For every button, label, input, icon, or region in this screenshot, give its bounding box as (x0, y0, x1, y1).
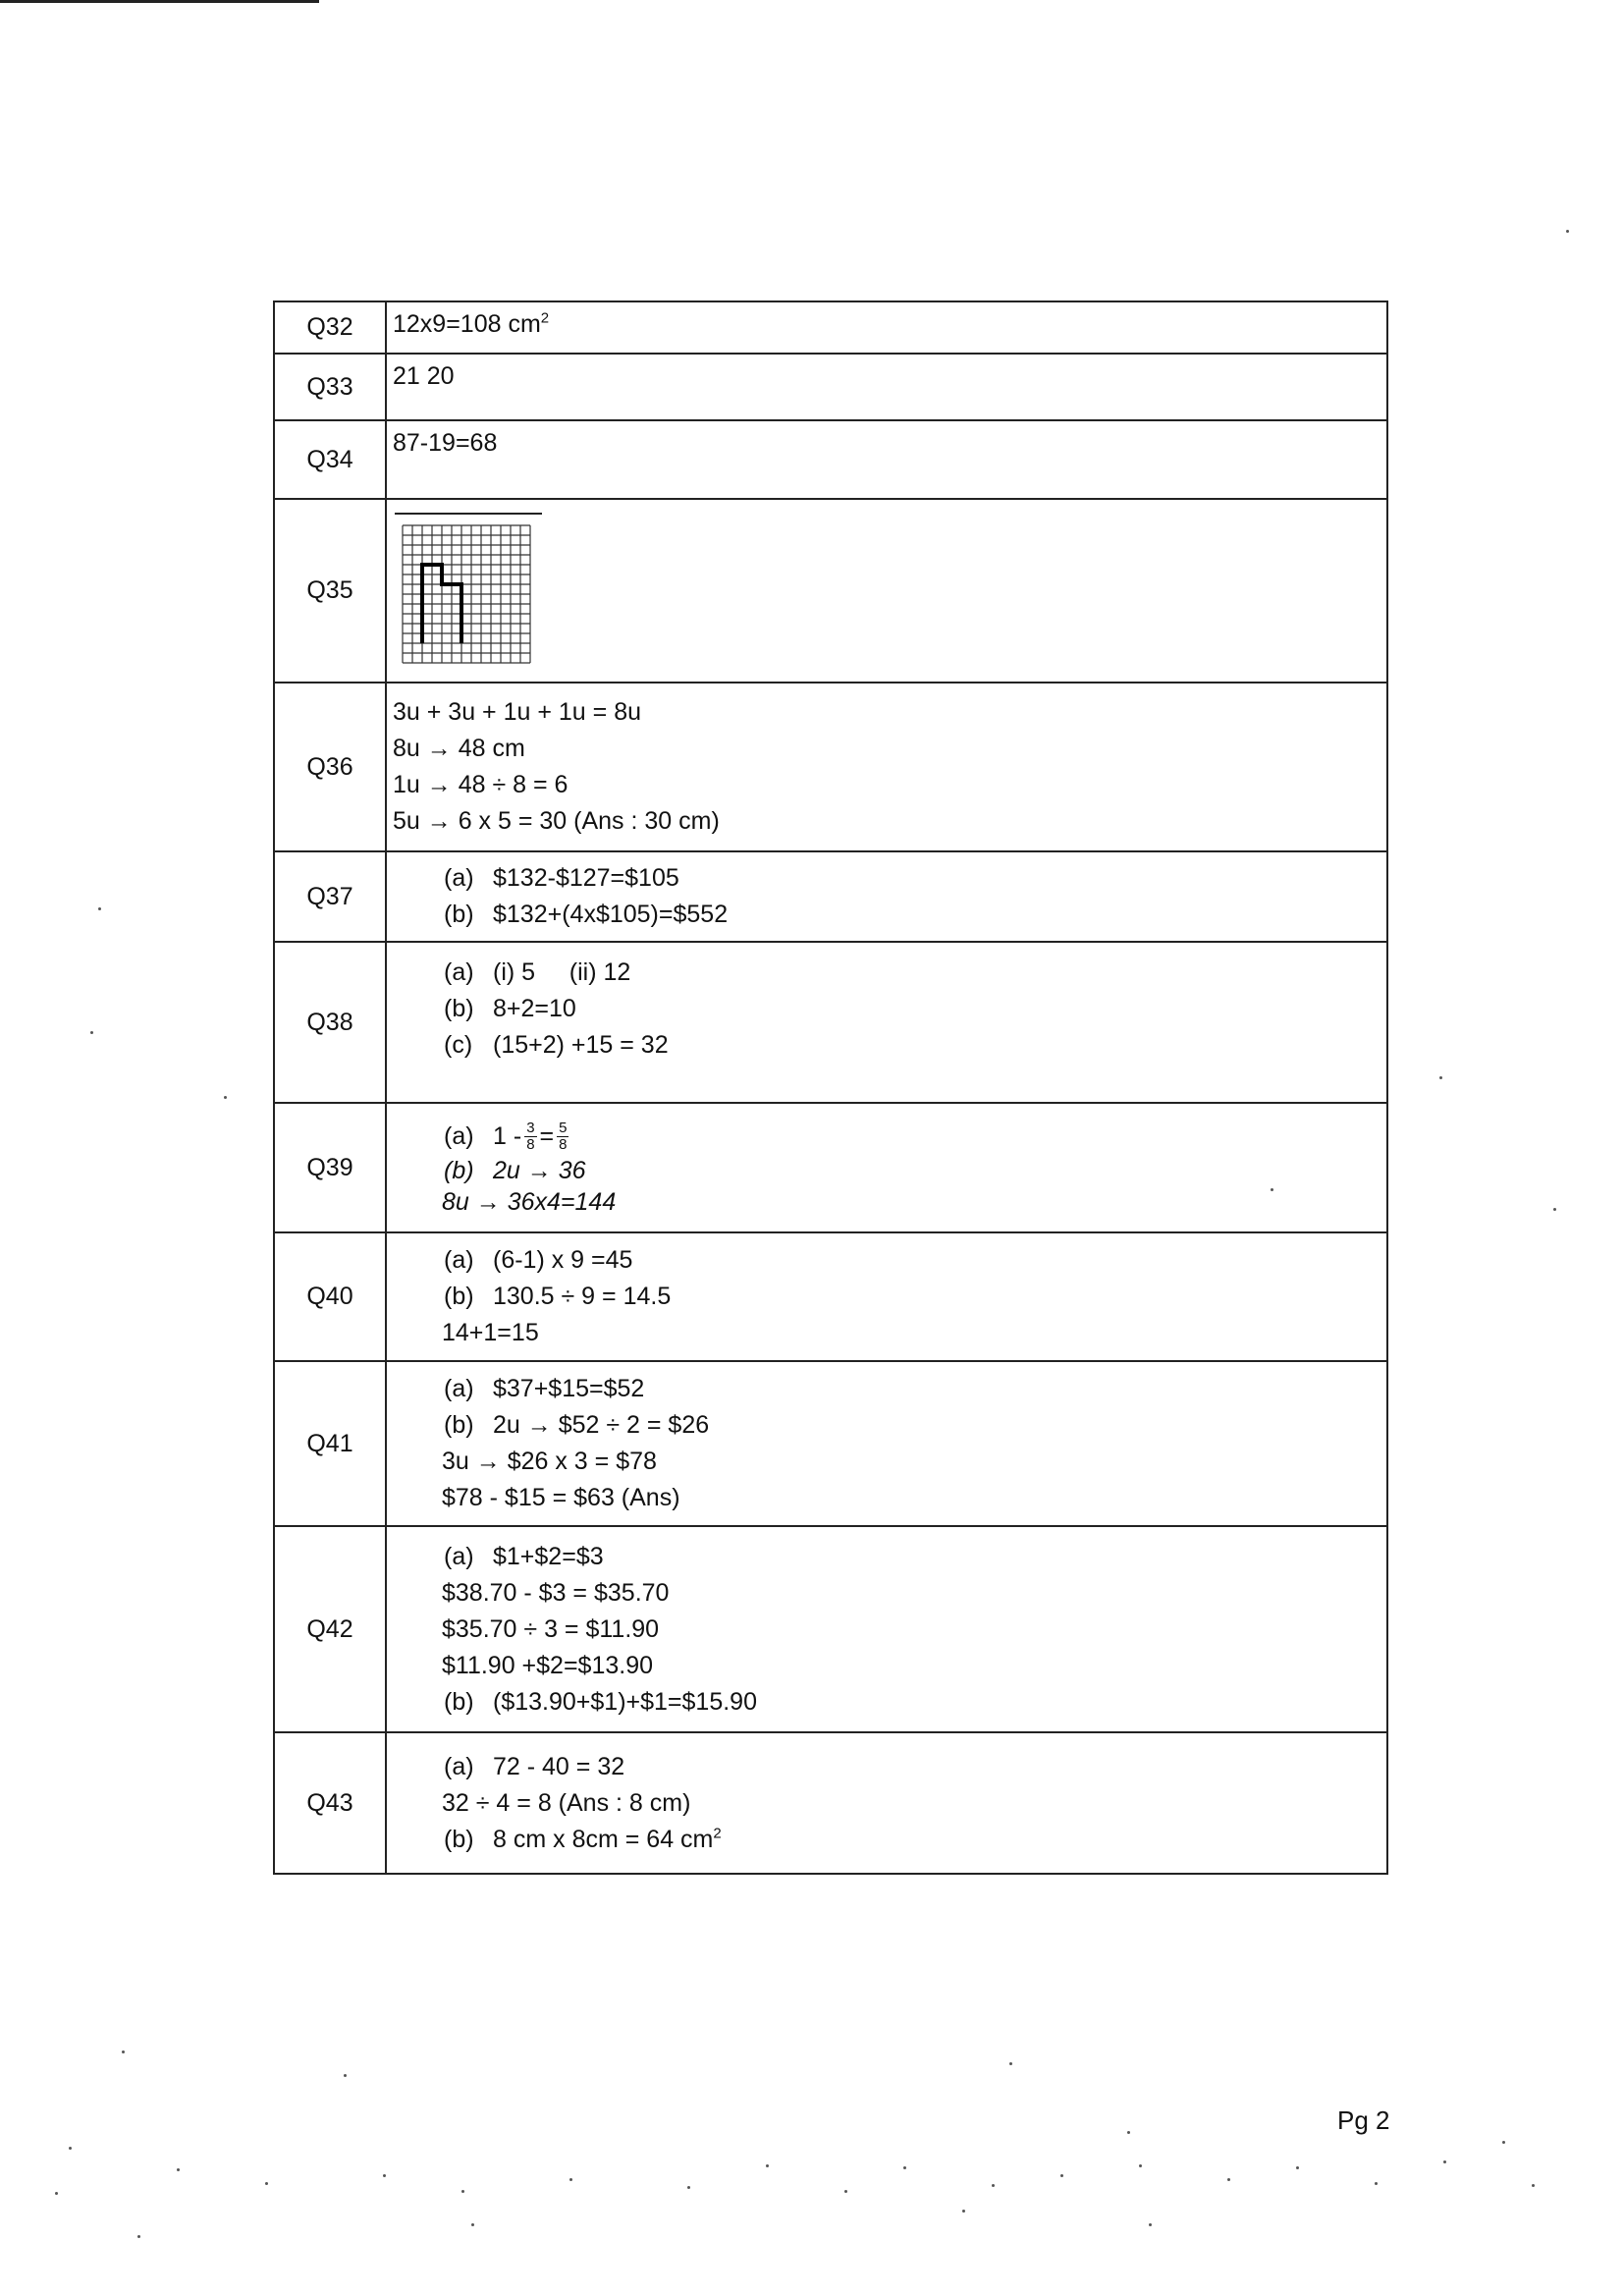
answer-line: 14+1=15 (442, 1319, 539, 1346)
grid-figure (393, 510, 550, 667)
question-number: Q41 (274, 1361, 386, 1526)
top-rule (0, 0, 319, 3)
answer-row-q34 (274, 420, 1387, 499)
answer-line: (a) (i) 5 (ii) 12 (444, 958, 631, 986)
answer-row-q41 (274, 1361, 1387, 1526)
question-number: Q35 (274, 499, 386, 683)
question-number: Q39 (274, 1103, 386, 1232)
answer-line: 3u → $26 x 3 = $78 (442, 1448, 657, 1475)
answer-cell (386, 420, 1387, 499)
answer-line: 3u + 3u + 1u + 1u = 8u (393, 698, 642, 726)
answer-line: $78 - $15 = $63 (Ans) (442, 1484, 680, 1511)
answer-row-q36 (274, 683, 1387, 851)
answer-row-q33 (274, 354, 1387, 420)
question-number: Q36 (274, 683, 386, 851)
answer-line: $35.70 ÷ 3 = $11.90 (442, 1614, 660, 1643)
question-number: Q40 (274, 1232, 386, 1361)
answer-line: (a) $37+$15=$52 (444, 1375, 645, 1402)
answer-line: 87-19=68 (393, 429, 498, 457)
answer-cell (386, 942, 1387, 1103)
question-number: Q33 (274, 354, 386, 420)
answer-line: (b) 8+2=10 (444, 995, 576, 1022)
answer-line: (a) (6-1) x 9 =45 (444, 1246, 633, 1274)
answer-line: (b) 8 cm x 8cm = 64 $cm^2$ (444, 1825, 722, 1853)
answer-line: $11.90 +$2=$13.90 (442, 1651, 654, 1679)
answer-line: (b) ($13.90+$1)+$1=$15.90 (444, 1687, 757, 1716)
fraction: $\frac{3}{8}$ (526, 1120, 535, 1154)
answer-cell (386, 301, 1387, 354)
question-number: Q34 (274, 420, 386, 499)
answer-line: (a) $1+$2=$3 (444, 1542, 604, 1570)
answer-row-q37 (274, 851, 1387, 942)
answer-cell (386, 851, 1387, 942)
question-number: Q43 (274, 1732, 386, 1874)
answer-row-q42 (274, 1526, 1387, 1732)
answer-line: 32 ÷ 4 = 8 (Ans : 8 cm) (442, 1788, 691, 1817)
answer-cell (386, 1232, 1387, 1361)
answer-row-q35 (274, 499, 1387, 683)
fraction: $\frac{5}{8}$ (559, 1120, 568, 1154)
answer-line: (a) 72 - 40 = 32 (444, 1752, 625, 1780)
answer-row-q38 (274, 942, 1387, 1103)
answer-row-q40 (274, 1232, 1387, 1361)
answer-row-q43 (274, 1732, 1387, 1874)
answer-line: (c) (15+2) +15 = 32 (444, 1031, 669, 1059)
answer-line: 8u → 36x4=144 (442, 1187, 617, 1216)
answer-line: (b) 130.5 ÷ 9 = 14.5 (444, 1283, 672, 1310)
answer-line: (b) 2u → $52 ÷ 2 = $26 (444, 1411, 710, 1439)
question-number: Q32 (274, 301, 386, 354)
answer-line: 12x9=108 $cm^2$ (393, 309, 550, 338)
answer-cell (386, 499, 1387, 683)
page-number: Pg 2 (1337, 2105, 1390, 2135)
grid-drawing (393, 504, 1380, 682)
answer-line: (a) $132-$127=$105 (444, 864, 679, 892)
answer-cell (386, 1361, 1387, 1526)
answer-cell (386, 683, 1387, 851)
answer-row-q32 (274, 301, 1387, 354)
question-number: Q42 (274, 1526, 386, 1732)
answer-line: 8u → 48 cm (393, 735, 525, 762)
answer-cell (386, 1732, 1387, 1874)
question-number: Q37 (274, 851, 386, 942)
question-number: Q38 (274, 942, 386, 1103)
answer-table (273, 301, 1388, 1875)
answer-line: (b) $132+(4x$105)=$552 (444, 901, 729, 928)
answer-cell (386, 1526, 1387, 1732)
answer-cell (386, 354, 1387, 420)
answer-line: $38.70 - $3 = $35.70 (442, 1578, 670, 1607)
answer-cell (386, 1103, 1387, 1232)
answer-line: 21 20 (393, 362, 455, 390)
answer-line: (a) 1 - $\frac{3}{8}$ = $\frac{5}{8}$ (444, 1120, 568, 1154)
answer-line: 5u → 6 x 5 = 30 (Ans : 30 cm) (393, 807, 720, 835)
answer-line: 1u → 48 ÷ 8 = 6 (393, 771, 568, 798)
answer-line: (b) 2u → 36 (444, 1156, 586, 1184)
answer-row-q39 (274, 1103, 1387, 1232)
